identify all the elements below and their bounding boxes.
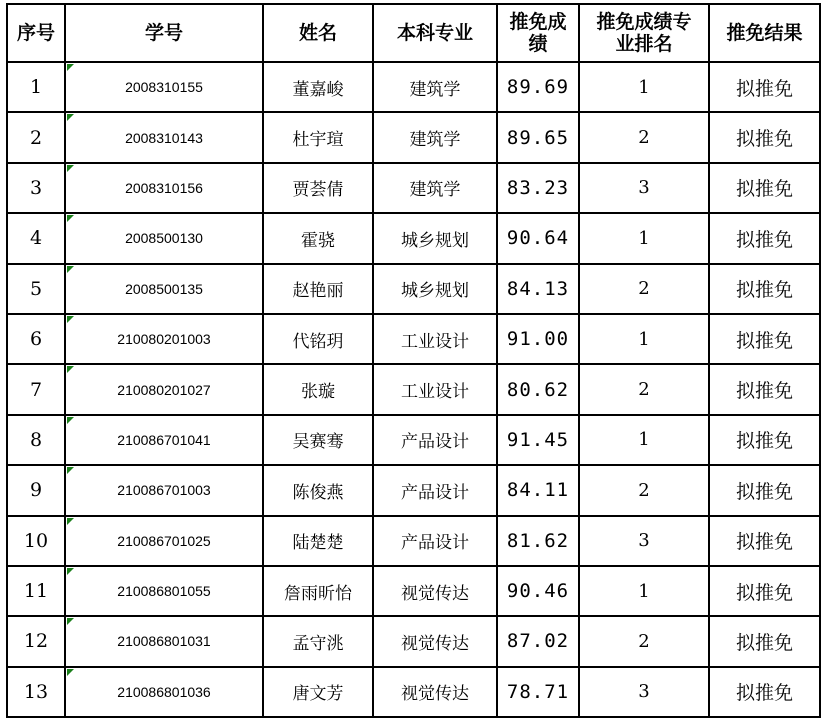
cell-seq: 2 [7, 112, 65, 162]
cell-score: 90.64 [497, 213, 579, 263]
cell-major: 建筑学 [373, 112, 497, 162]
table-row [7, 314, 820, 364]
cell-student-id: 2008310156 [65, 163, 263, 213]
table-body [7, 62, 820, 717]
cell-rank: 1 [579, 213, 709, 263]
table-header [7, 4, 820, 62]
cell-student-id: 210080201027 [65, 364, 263, 414]
cell-name: 陈俊燕 [263, 465, 373, 515]
cell-score: 91.00 [497, 314, 579, 364]
cell-score: 78.71 [497, 667, 579, 717]
cell-rank: 2 [579, 364, 709, 414]
cell-seq: 11 [7, 566, 65, 616]
cell-name: 吴赛骞 [263, 415, 373, 465]
cell-major: 产品设计 [373, 415, 497, 465]
cell-student-id: 2008500130 [65, 213, 263, 263]
header-student-id: 学号 [65, 4, 263, 62]
header-score [497, 4, 579, 62]
header-result: 推免结果 [709, 4, 820, 62]
cell-rank: 2 [579, 112, 709, 162]
cell-rank: 2 [579, 264, 709, 314]
cell-result: 拟推免 [709, 364, 820, 414]
recommendation-results-table [6, 3, 821, 718]
table-row [7, 667, 820, 717]
table-row [7, 264, 820, 314]
cell-result: 拟推免 [709, 213, 820, 263]
cell-name: 杜宇瑄 [263, 112, 373, 162]
cell-student-id: 210086801055 [65, 566, 263, 616]
table-row [7, 112, 820, 162]
cell-result: 拟推免 [709, 566, 820, 616]
cell-name: 孟守洮 [263, 616, 373, 666]
cell-result: 拟推免 [709, 415, 820, 465]
cell-rank: 2 [579, 616, 709, 666]
cell-name: 赵艳丽 [263, 264, 373, 314]
cell-major: 视觉传达 [373, 566, 497, 616]
cell-major: 城乡规划 [373, 213, 497, 263]
cell-name: 张璇 [263, 364, 373, 414]
table-row [7, 213, 820, 263]
cell-major: 视觉传达 [373, 616, 497, 666]
cell-score: 80.62 [497, 364, 579, 414]
cell-result: 拟推免 [709, 667, 820, 717]
table-row [7, 62, 820, 112]
cell-name: 霍骁 [263, 213, 373, 263]
cell-seq: 7 [7, 364, 65, 414]
cell-score: 89.69 [497, 62, 579, 112]
cell-result: 拟推免 [709, 465, 820, 515]
cell-rank: 3 [579, 667, 709, 717]
cell-student-id: 210086801036 [65, 667, 263, 717]
table-row [7, 516, 820, 566]
cell-score: 81.62 [497, 516, 579, 566]
cell-major: 工业设计 [373, 364, 497, 414]
cell-rank: 1 [579, 566, 709, 616]
cell-major: 建筑学 [373, 163, 497, 213]
cell-score: 90.46 [497, 566, 579, 616]
header-score-line2: 绩 [528, 33, 548, 55]
table-row [7, 364, 820, 414]
header-score-line1: 推免成 [509, 11, 567, 33]
cell-student-id: 2008500135 [65, 264, 263, 314]
cell-result: 拟推免 [709, 112, 820, 162]
cell-score: 83.23 [497, 163, 579, 213]
cell-rank: 1 [579, 62, 709, 112]
cell-seq: 13 [7, 667, 65, 717]
cell-name: 代铭玥 [263, 314, 373, 364]
cell-seq: 10 [7, 516, 65, 566]
cell-major: 工业设计 [373, 314, 497, 364]
cell-seq: 5 [7, 264, 65, 314]
header-seq: 序号 [7, 4, 65, 62]
cell-student-id: 2008310155 [65, 62, 263, 112]
cell-major: 产品设计 [373, 465, 497, 515]
cell-major: 产品设计 [373, 516, 497, 566]
cell-seq: 4 [7, 213, 65, 263]
table-row [7, 465, 820, 515]
cell-score: 89.65 [497, 112, 579, 162]
cell-seq: 12 [7, 616, 65, 666]
cell-seq: 9 [7, 465, 65, 515]
table-row [7, 566, 820, 616]
cell-result: 拟推免 [709, 163, 820, 213]
cell-seq: 8 [7, 415, 65, 465]
cell-name: 董嘉峻 [263, 62, 373, 112]
table-row [7, 616, 820, 666]
cell-student-id: 210086701003 [65, 465, 263, 515]
cell-result: 拟推免 [709, 516, 820, 566]
cell-result: 拟推免 [709, 264, 820, 314]
header-major: 本科专业 [373, 4, 497, 62]
cell-score: 84.11 [497, 465, 579, 515]
header-rank-line2: 业排名 [615, 33, 673, 55]
cell-rank: 2 [579, 465, 709, 515]
cell-rank: 3 [579, 163, 709, 213]
cell-student-id: 2008310143 [65, 112, 263, 162]
cell-name: 唐文芳 [263, 667, 373, 717]
cell-student-id: 210086701025 [65, 516, 263, 566]
cell-major: 视觉传达 [373, 667, 497, 717]
cell-seq: 6 [7, 314, 65, 364]
cell-rank: 3 [579, 516, 709, 566]
cell-seq: 3 [7, 163, 65, 213]
cell-result: 拟推免 [709, 314, 820, 364]
cell-name: 陆楚楚 [263, 516, 373, 566]
cell-student-id: 210086801031 [65, 616, 263, 666]
cell-name: 詹雨昕怡 [263, 566, 373, 616]
header-rank [579, 4, 709, 62]
cell-rank: 1 [579, 314, 709, 364]
cell-major: 城乡规划 [373, 264, 497, 314]
cell-student-id: 210086701041 [65, 415, 263, 465]
cell-score: 84.13 [497, 264, 579, 314]
cell-result: 拟推免 [709, 616, 820, 666]
cell-student-id: 210080201003 [65, 314, 263, 364]
header-rank-line1: 推免成绩专 [596, 11, 692, 33]
header-name: 姓名 [263, 4, 373, 62]
header-row [7, 4, 820, 62]
cell-result: 拟推免 [709, 62, 820, 112]
table-row [7, 163, 820, 213]
table-row [7, 415, 820, 465]
cell-rank: 1 [579, 415, 709, 465]
cell-score: 91.45 [497, 415, 579, 465]
cell-score: 87.02 [497, 616, 579, 666]
cell-major: 建筑学 [373, 62, 497, 112]
cell-name: 贾荟倩 [263, 163, 373, 213]
cell-seq: 1 [7, 62, 65, 112]
